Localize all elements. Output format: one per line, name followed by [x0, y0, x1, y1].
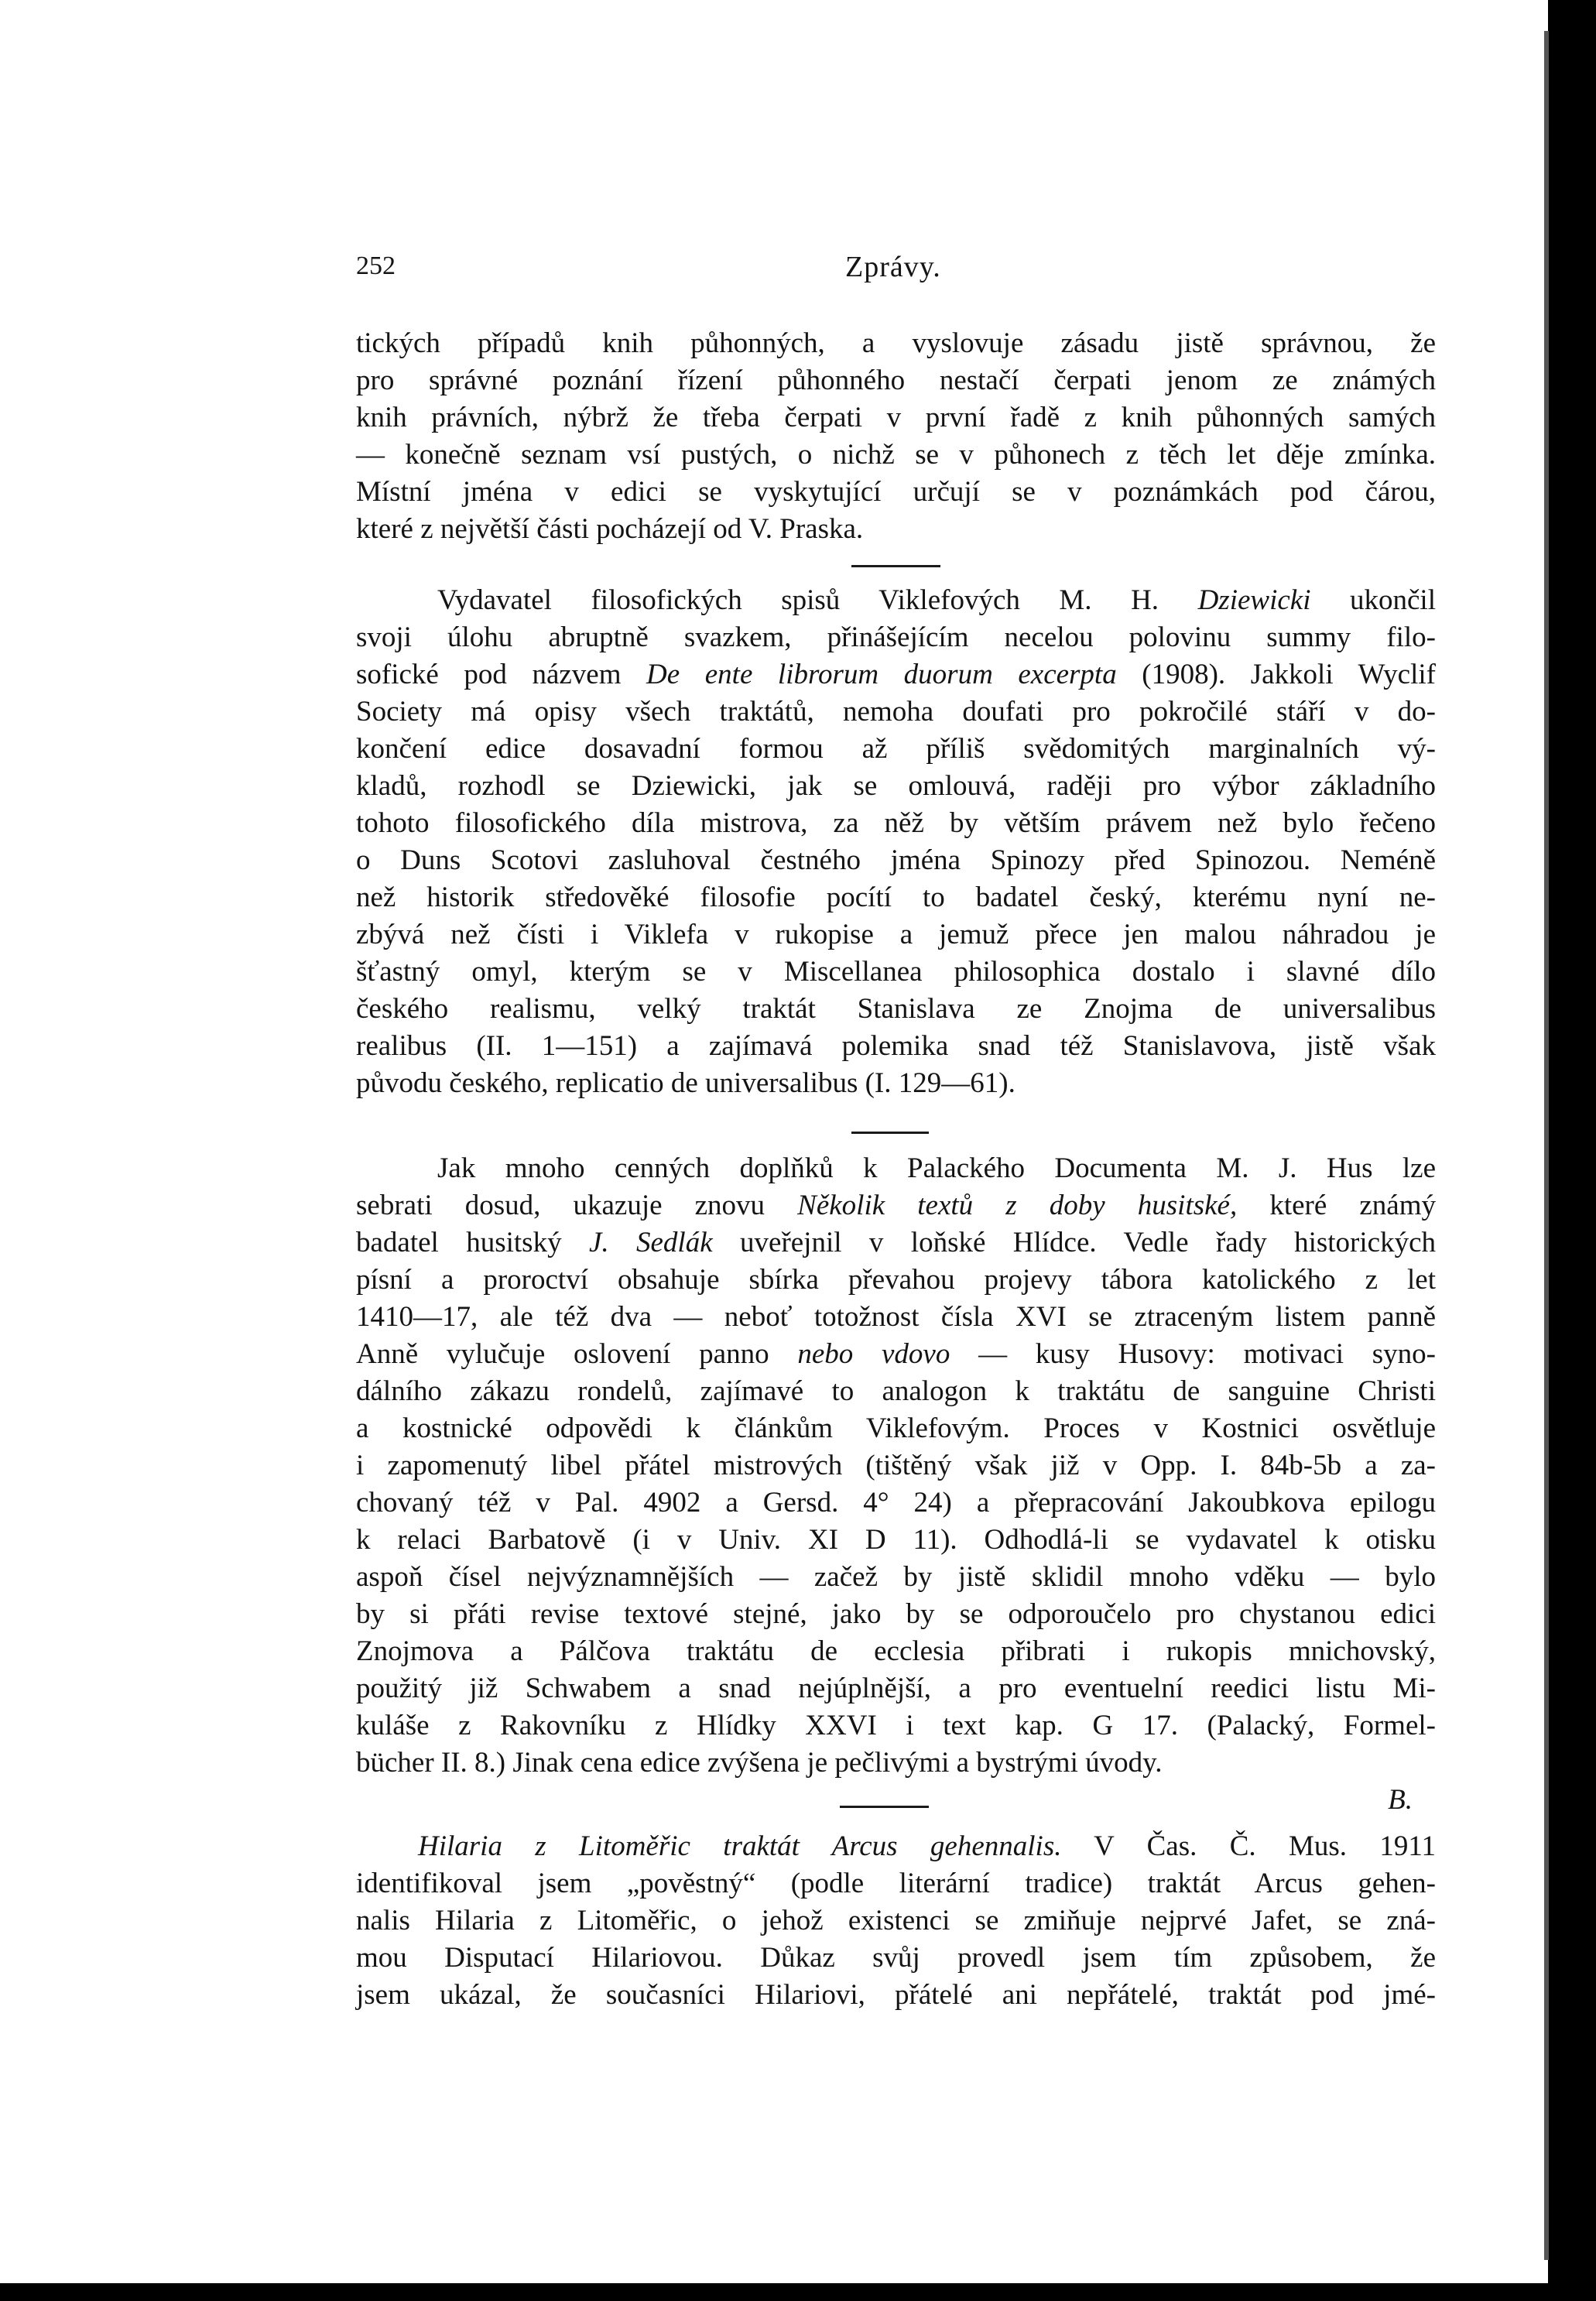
- text-line: — konečně seznam vsí pustých, o nichž se v půhonech z těch let děje zmínka.: [356, 439, 1436, 471]
- text-line: kladů, rozhodl se Dziewicki, jak se omlouvá, raději pro výbor základního: [356, 770, 1436, 802]
- section-divider: [851, 1132, 929, 1134]
- text-line: a kostnické odpovědi k článkům Viklefovým. Proces v Kostnici osvětluje: [356, 1412, 1436, 1444]
- text-line: tických případů knih půhonných, a vyslovuje zásadu jistě správnou, že: [356, 327, 1436, 359]
- text-line: původu českého, replicatio de universalibus (I. 129—61).: [356, 1067, 1015, 1099]
- paragraph-3: [356, 1150, 1436, 1819]
- paragraph-1: [356, 325, 1436, 548]
- text-line: Hilaria z Litoměřic traktát Arcus gehennalis. V Čas. Č. Mus. 1911: [418, 1830, 1436, 1862]
- italic-phrase: nebo vdovo: [797, 1338, 950, 1370]
- text-line: identifikoval jsem „pověstný“ (podle literární tradice) traktát Arcus gehen-: [356, 1868, 1436, 1899]
- text-line: mou Disputací Hilariovou. Důkaz svůj provedl jsem tím způsobem, že: [356, 1942, 1436, 1974]
- text-line: jsem ukázal, že současníci Hilariovi, přátelé ani nepřátelé, traktát pod jmé-: [356, 1979, 1436, 2011]
- text-line: svoji úlohu abruptně svazkem, přinášejícím necelou polovinu summy filo-: [356, 621, 1436, 653]
- text-line: realibus (II. 1—151) a zajímavá polemika snad též Stanislavova, jistě však: [356, 1030, 1436, 1062]
- text-line: zbývá než čísti i Viklefa v rukopise a jemuž přece jen malou náhradou je: [356, 919, 1436, 950]
- text-line: bücher II. 8.) Jinak cena edice zvýšena je pečlivými a bystrými úvody.: [356, 1747, 1163, 1779]
- text-line: o Duns Scotovi zasluhoval čestného jména Spinozy před Spinozou. Neméně: [356, 844, 1436, 876]
- section-divider: [851, 565, 940, 567]
- paragraph-2: [356, 582, 1436, 1102]
- section-divider: [840, 1806, 929, 1808]
- text-line: aspoň čísel nejvýznamnějších — začež by jistě sklidil mnoho vděku — bylo: [356, 1561, 1436, 1593]
- text-line: kuláše z Rakovníku z Hlídky XXVI i text kap. G 17. (Palacký, Formel-: [356, 1710, 1436, 1741]
- text-line: sebrati dosud, ukazuje znovu Několik textů z doby husitské, které známý: [356, 1190, 1436, 1221]
- text-line: nalis Hilaria z Litoměřic, o jehož existenci se zmiňuje nejprvé Jafet, se zná-: [356, 1905, 1436, 1936]
- italic-name: J. Sedlák: [588, 1227, 713, 1258]
- text-line: použitý již Schwabem a snad nejúplnější, a pro eventuelní reedici listu Mi-: [356, 1673, 1436, 1704]
- italic-title: De ente librorum duorum excerpta: [646, 659, 1117, 690]
- text-line: badatel husitský J. Sedlák uveřejnil v loňské Hlídce. Vedle řady historických: [356, 1227, 1437, 1258]
- text-line: knih právních, nýbrž že třeba čerpati v první řadě z knih půhonných samých: [356, 402, 1436, 433]
- italic-name: Dziewicki: [1197, 584, 1311, 616]
- running-head: Zprávy.: [845, 251, 941, 283]
- text-line: sofické pod názvem De ente librorum duorum excerpta (1908). Jakkoli Wyclif: [356, 659, 1436, 690]
- signature: B.: [1388, 1784, 1413, 1816]
- text-line: šťastný omyl, kterým se v Miscellanea philosophica dostalo i slavné dílo: [356, 956, 1436, 988]
- page-edge-shadow: [1544, 31, 1549, 2260]
- text-line: k relaci Barbatově (i v Univ. XI D 11). Odhodlá-li se vydavatel k otisku: [356, 1524, 1436, 1556]
- text-line: končení edice dosavadní formou až příliš svědomitých marginalních vý-: [356, 733, 1436, 765]
- text-line: i zapomenutý libel přátel mistrových (tištěný však již v Opp. I. 84b-5b a za-: [356, 1450, 1436, 1481]
- text-line: tohoto filosofického díla mistrova, za něž by větším právem než bylo řečeno: [356, 807, 1436, 839]
- text-line: českého realismu, velký traktát Stanislava ze Znojma de universalibus: [356, 993, 1436, 1025]
- text-line: Anně vylučuje oslovení panno nebo vdovo — kusy Husovy: motivaci syno-: [356, 1338, 1436, 1370]
- text-line: Místní jména v edici se vyskytující určují se v poznámkách pod čárou,: [356, 476, 1436, 508]
- text-line: Vydavatel filosofických spisů Viklefových M. H. Dziewicki ukončil: [437, 584, 1436, 616]
- text-line: 1410—17, ale též dva — neboť totožnost čísla XVI se ztraceným listem panně: [356, 1301, 1436, 1333]
- text-line: by si přáti revise textové stejné, jako by se odporoučelo pro chystanou edici: [356, 1598, 1436, 1630]
- italic-title: Několik textů z doby husitské,: [797, 1190, 1238, 1221]
- page-number: 252: [356, 252, 396, 280]
- text-line: písní a proroctví obsahuje sbírka převahou projevy tábora katolického z let: [356, 1264, 1436, 1296]
- text-line: Jak mnoho cenných doplňků k Palackého Documenta M. J. Hus lze: [437, 1152, 1436, 1184]
- text-line: chovaný též v Pal. 4902 a Gersd. 4° 24) a přepracování Jakoubkova epilogu: [356, 1487, 1436, 1519]
- text-line: než historik středověké filosofie pocítí to badatel český, kterému nyní ne-: [356, 882, 1436, 913]
- paragraph-4: [356, 1828, 1436, 2014]
- text-line: pro správné poznání řízení půhonného nestačí čerpati jenom ze známých: [356, 365, 1436, 396]
- text-line: které z největší části pocházejí od V. Praska.: [356, 513, 864, 545]
- italic-title: Hilaria z Litoměřic traktát Arcus gehennalis.: [418, 1830, 1062, 1862]
- text-line: dálního zákazu rondelů, zajímavé to analogon k traktátu de sanguine Christi: [356, 1375, 1436, 1407]
- text-line: Znojmova a Pálčova traktátu de ecclesia přibrati i rukopis mnichovský,: [356, 1635, 1436, 1667]
- text-line: Society má opisy všech traktátů, nemoha doufati pro pokročilé stáří v do-: [356, 696, 1436, 728]
